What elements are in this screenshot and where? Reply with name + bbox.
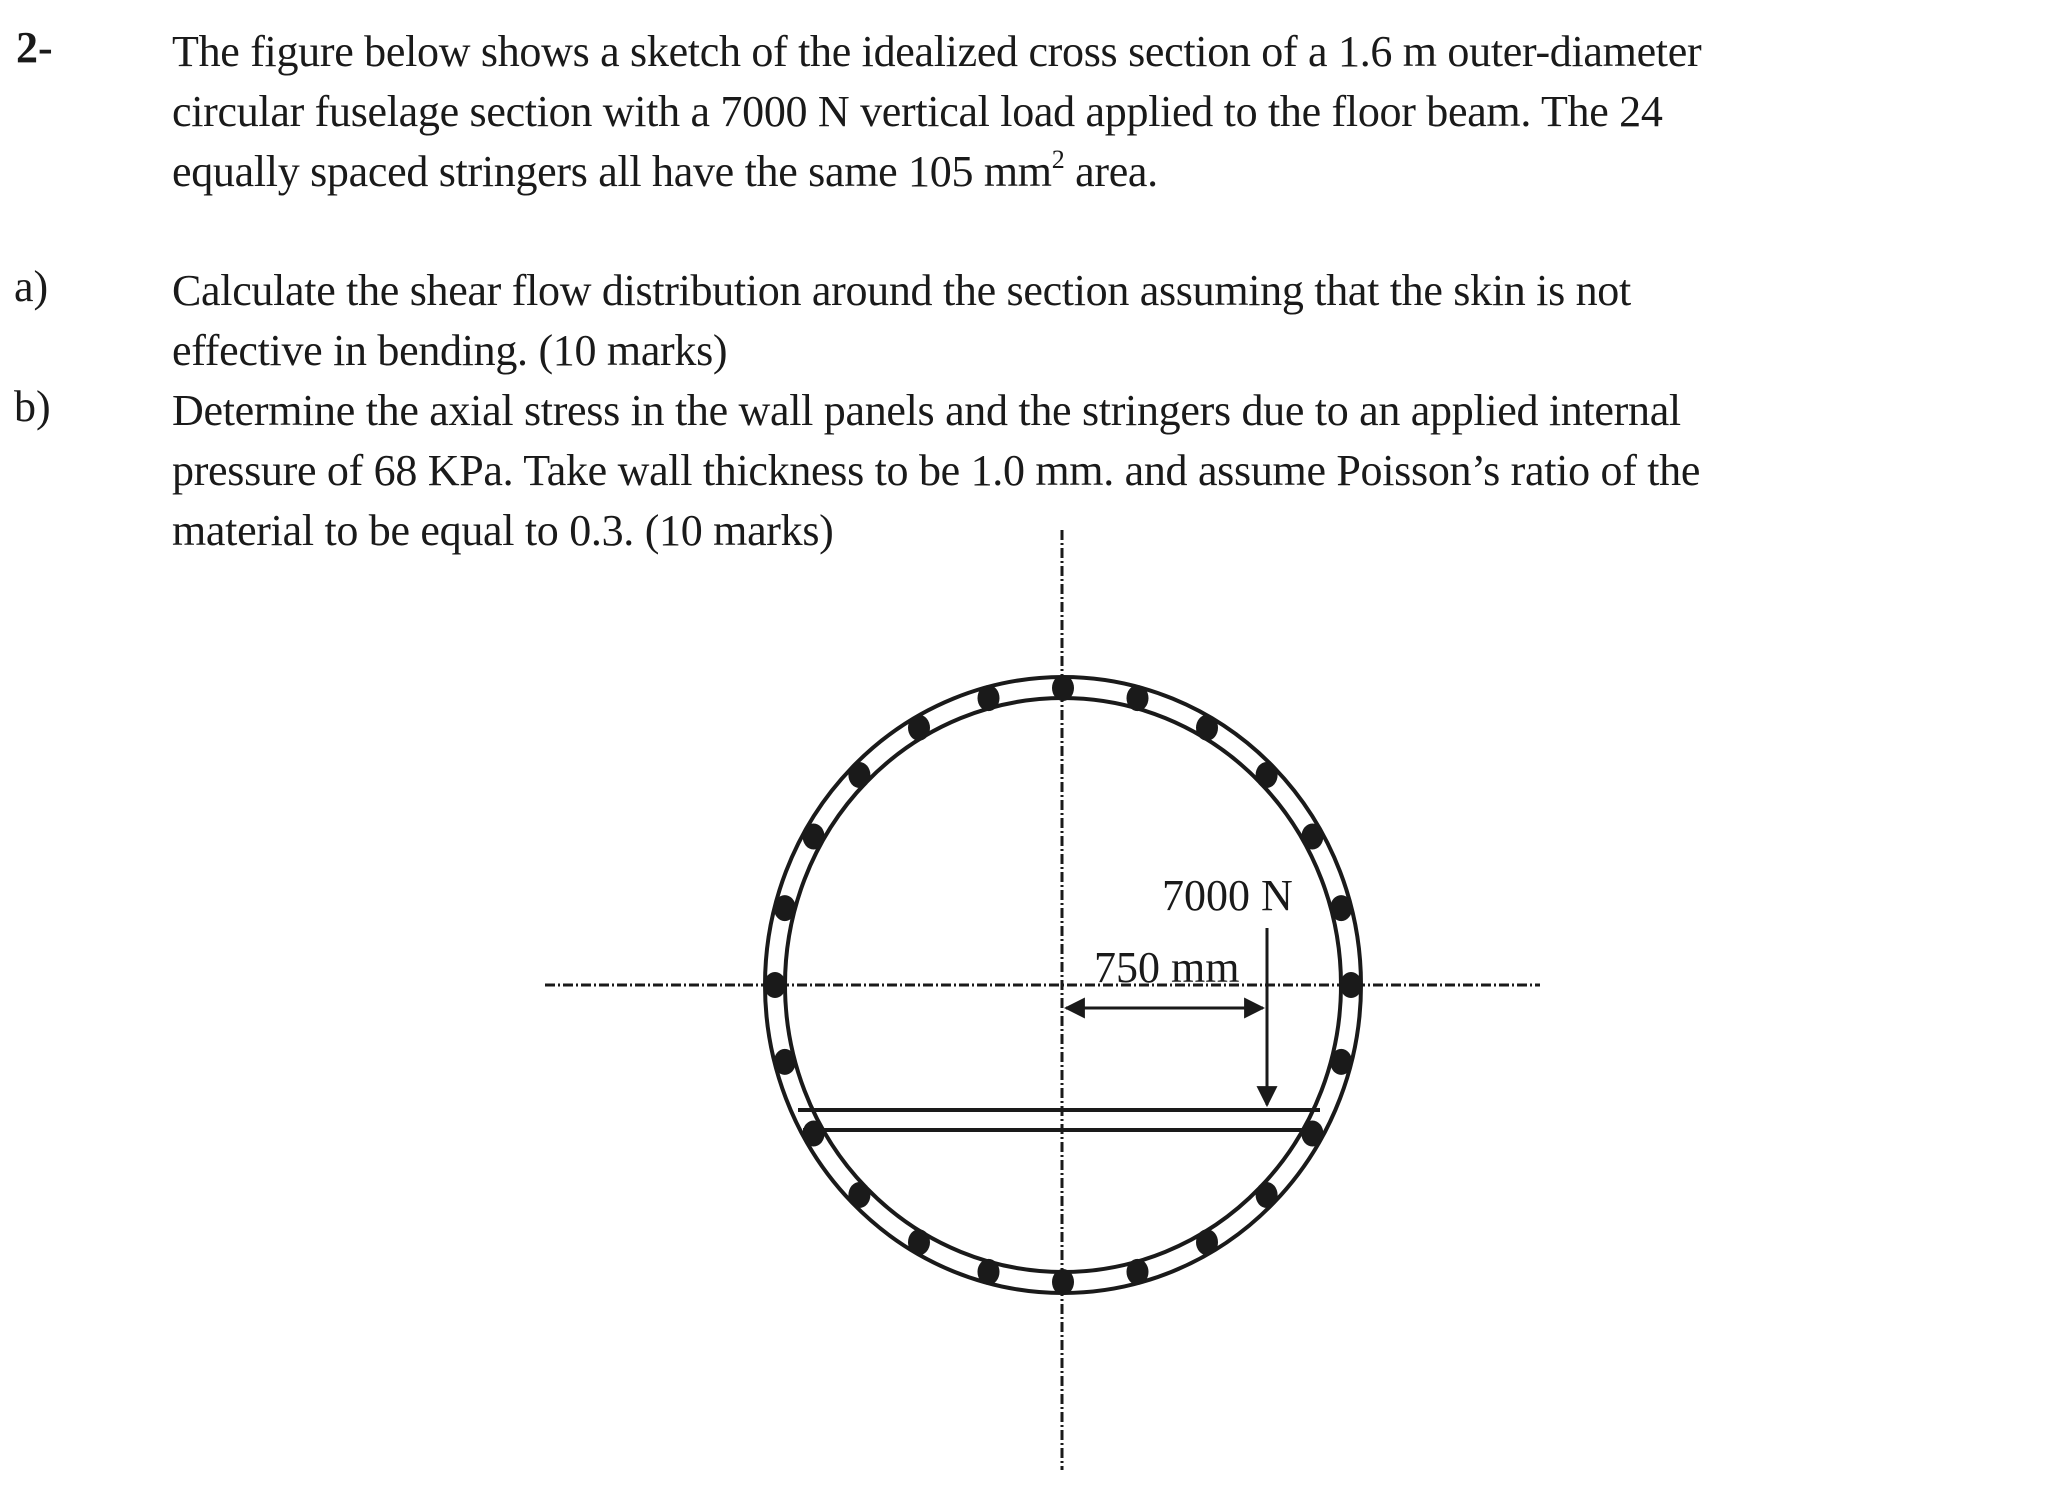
intro-line-3 <box>172 142 2032 202</box>
superscript-2: 2 <box>1051 145 1065 174</box>
stringer-3 <box>1196 715 1218 741</box>
stringer-23 <box>908 715 930 741</box>
intro-line-3-text: equally spaced stringers all have the same 105 mm <box>172 147 1052 196</box>
stringer-12 <box>1127 1259 1149 1285</box>
offset-label: 750 mm <box>1094 943 1240 992</box>
stringers <box>764 675 1362 1295</box>
stringer-1 <box>1052 675 1074 701</box>
intro-line-2: circular fuselage section with a 7000 N vertical load applied to the floor beam. The 24 <box>172 87 1663 136</box>
intro-line-3-tail: area. <box>1064 147 1158 196</box>
part-a-line-2: effective in bending. (10 marks) <box>172 326 728 375</box>
inner-skin <box>785 698 1341 1272</box>
part-b-text <box>172 381 2032 561</box>
stringer-14 <box>978 1259 1000 1285</box>
stringer-4 <box>1256 762 1278 788</box>
stringer-17 <box>803 1121 825 1147</box>
intro-line-1: The figure below shows a sketch of the idealized cross section of a 1.6 m outer-diameter <box>172 27 1702 76</box>
stringer-22 <box>848 762 870 788</box>
stringer-16 <box>848 1182 870 1208</box>
part-a-line-1: Calculate the shear flow distribution around the section assuming that the skin is not <box>172 266 1631 315</box>
stringer-6 <box>1330 895 1352 921</box>
stringer-19 <box>764 972 786 998</box>
stringer-11 <box>1196 1229 1218 1255</box>
stringer-24 <box>978 685 1000 711</box>
stringer-15 <box>908 1229 930 1255</box>
stringer-5 <box>1301 824 1323 850</box>
part-b-line-2: pressure of 68 KPa. Take wall thickness to be 1.0 mm. and assume Poisson’s ratio of the <box>172 446 1701 495</box>
stringer-7 <box>1340 972 1362 998</box>
stringer-13 <box>1052 1269 1074 1295</box>
part-a-label: a) <box>14 262 49 311</box>
stringer-20 <box>774 895 796 921</box>
question-number: 2- <box>16 23 53 72</box>
stringer-8 <box>1330 1049 1352 1075</box>
part-b-line-1: Determine the axial stress in the wall panels and the stringers due to an applied internal <box>172 386 1681 435</box>
part-b-label: b) <box>14 382 51 431</box>
part-b-line-3: material to be equal to 0.3. (10 marks) <box>172 506 834 555</box>
stringer-18 <box>774 1049 796 1075</box>
load-label: 7000 N <box>1162 871 1293 920</box>
stringer-10 <box>1256 1182 1278 1208</box>
stringer-9 <box>1301 1121 1323 1147</box>
part-a-text <box>172 261 2032 381</box>
question-intro <box>172 22 2032 202</box>
stringer-21 <box>803 824 825 850</box>
stringer-2 <box>1127 685 1149 711</box>
outer-skin <box>765 677 1361 1293</box>
